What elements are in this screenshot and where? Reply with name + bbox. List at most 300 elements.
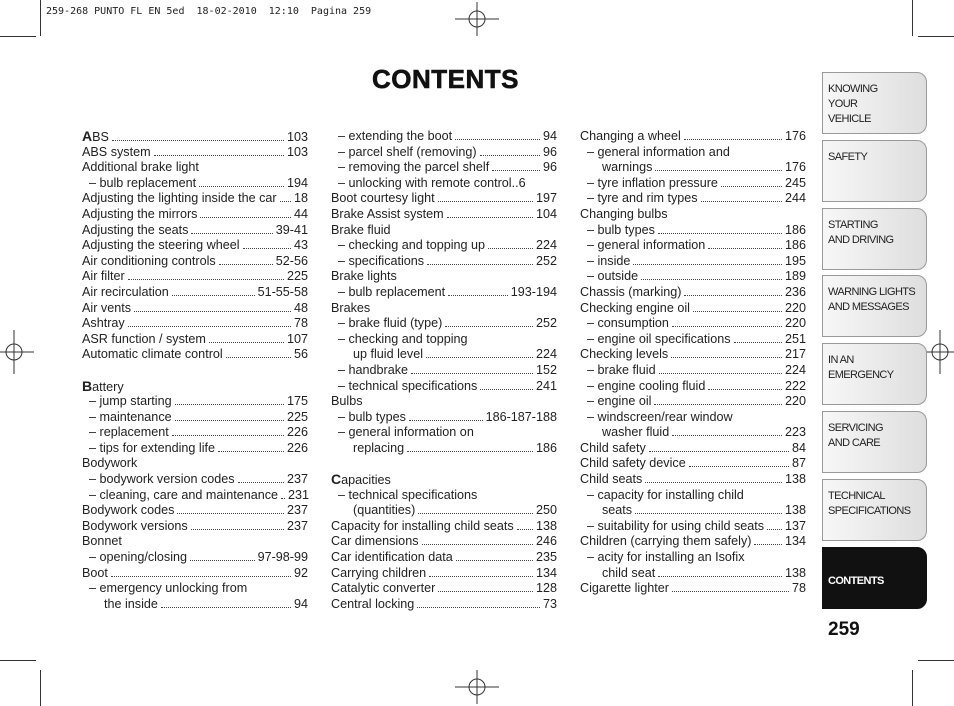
- dot-leader: [708, 379, 782, 390]
- index-entry-label: [331, 597, 414, 613]
- dot-leader: [219, 254, 273, 265]
- index-entry-page: 235: [535, 550, 557, 565]
- crop-mark: [0, 36, 36, 37]
- index-entry-text: – removing the parcel shelf: [338, 160, 490, 175]
- index-entry-text: Air conditioning controls: [82, 253, 216, 268]
- index-entry: [331, 332, 557, 348]
- index-entry-page: 224: [535, 238, 557, 253]
- section-spacer: [82, 363, 308, 379]
- index-entry: [580, 472, 806, 488]
- index-entry-page: 84: [791, 440, 806, 455]
- index-entry-page: 246: [535, 534, 557, 549]
- index-entry: [82, 488, 308, 504]
- dot-leader: [112, 130, 284, 141]
- index-entry: [331, 488, 557, 504]
- index-entry-text: Changing bulbs: [580, 206, 668, 221]
- index-entry: [580, 410, 806, 426]
- index-entry: [580, 332, 806, 348]
- index-entry: [580, 519, 806, 535]
- index-entry: [331, 285, 557, 301]
- index-entry-label: [338, 488, 477, 504]
- index-entry: [331, 597, 557, 613]
- index-entry-label: [331, 269, 397, 285]
- index-entry-label: [89, 425, 169, 441]
- dot-leader: [438, 581, 533, 592]
- section-tab-label: YOUR: [828, 98, 858, 110]
- index-entry-text: BS: [92, 130, 109, 144]
- dot-leader: [191, 223, 272, 234]
- dot-leader: [480, 379, 533, 390]
- index-entry: [580, 254, 806, 270]
- index-entry-text: Cigarette lighter: [580, 581, 669, 596]
- index-entry-label: [587, 269, 638, 285]
- section-tab-label: STARTING: [828, 218, 878, 231]
- index-entry-page: 186: [784, 222, 806, 237]
- index-entry-text: Additional brake light: [82, 160, 199, 175]
- index-entry-page: 197: [535, 191, 557, 206]
- index-entry-label: [82, 254, 216, 270]
- dot-leader: [200, 207, 291, 218]
- section-tab[interactable]: [822, 275, 927, 337]
- index-entry: [82, 550, 308, 566]
- index-entry-page: 224: [784, 362, 806, 377]
- index-entry-label: [587, 145, 730, 161]
- section-spacer: [331, 456, 557, 472]
- dot-leader: [671, 347, 782, 358]
- index-entry-text: washer fluid: [602, 425, 670, 440]
- index-entry-label: [338, 425, 474, 441]
- index-entry-label: [587, 410, 733, 426]
- index-entry-label: [82, 129, 109, 146]
- section-tab-label: AND CARE: [828, 437, 881, 449]
- index-entry-label: [338, 129, 452, 145]
- index-entry-label: [338, 254, 424, 270]
- dot-leader: [672, 581, 789, 592]
- index-entry-label: [338, 285, 445, 301]
- dot-leader: [154, 145, 284, 156]
- index-entry: [82, 332, 308, 348]
- index-entry-page: 48: [293, 300, 308, 315]
- index-entry-label: [338, 160, 489, 176]
- registration-mark-bottom: [455, 670, 499, 704]
- section-tab-label: WARNING LIGHTS: [828, 286, 916, 299]
- index-entry-text: – brake fluid: [587, 362, 656, 377]
- index-entry: [331, 207, 557, 223]
- index-entry: [580, 488, 806, 504]
- page-number: 259: [828, 619, 860, 640]
- dot-leader: [243, 238, 291, 249]
- crop-mark: [912, 0, 913, 36]
- index-entry-page: 176: [784, 160, 806, 175]
- index-entry-text: Adjusting the steering wheel: [82, 238, 240, 253]
- index-entry-label: [82, 534, 122, 550]
- index-entry: [580, 566, 806, 582]
- index-entry: [331, 160, 557, 176]
- index-entry: [331, 441, 557, 457]
- index-entry: [331, 363, 557, 379]
- index-entry-label: [353, 441, 404, 457]
- dot-leader: [721, 176, 782, 187]
- index-entry: [82, 176, 308, 192]
- dot-leader: [422, 534, 533, 545]
- index-entry: [82, 207, 308, 223]
- index-entry: [82, 519, 308, 535]
- index-entry-text: attery: [92, 379, 124, 394]
- index-entry-page: 186-187-188: [485, 409, 557, 424]
- index-entry-page: 193-194: [510, 284, 557, 299]
- index-entry-page: 96: [542, 144, 557, 159]
- index-entry-label: [353, 503, 415, 519]
- index-entry-label: [82, 207, 197, 223]
- index-entry-text: Child safety device: [580, 456, 686, 471]
- dot-leader: [128, 316, 291, 327]
- index-column-1: [82, 129, 308, 612]
- index-entry-label: [580, 301, 690, 317]
- index-entry: [82, 394, 308, 410]
- index-entry: [331, 534, 557, 550]
- dot-leader: [161, 597, 291, 608]
- index-entry-page: 73: [542, 596, 557, 611]
- index-entry-text: Brake lights: [331, 269, 397, 284]
- index-entry-text: Checking engine oil: [580, 300, 690, 315]
- index-entry-page: 52-56: [275, 253, 308, 268]
- index-entry-label: [338, 176, 526, 192]
- index-entry: [331, 129, 557, 145]
- dot-leader: [672, 425, 782, 436]
- index-entry: [580, 207, 806, 223]
- index-entry-page: 96: [542, 160, 557, 175]
- index-entry-label: [89, 472, 235, 488]
- dot-leader: [447, 207, 533, 218]
- index-entry-page: 236: [784, 284, 806, 299]
- dot-leader: [689, 456, 789, 467]
- index-entry: [331, 410, 557, 426]
- index-entry-text: Children (carrying them safely): [580, 534, 752, 549]
- section-tab-label: TECHNICAL: [828, 489, 885, 502]
- dot-leader: [438, 191, 533, 202]
- index-entry: [82, 441, 308, 457]
- index-entry: [331, 472, 557, 488]
- dot-leader: [649, 441, 789, 452]
- dot-leader: [488, 238, 533, 249]
- index-entry-text: Bodywork versions: [82, 518, 188, 533]
- index-entry-label: [338, 363, 408, 379]
- dot-leader: [199, 176, 284, 187]
- index-entry: [331, 566, 557, 582]
- index-entry-label: [331, 519, 514, 535]
- index-entry-page: 51-55-58: [257, 284, 308, 299]
- index-entry: [82, 160, 308, 176]
- index-entry-label: [82, 269, 125, 285]
- section-tab[interactable]: [822, 479, 927, 541]
- index-entry-page: 186: [535, 440, 557, 455]
- section-tab[interactable]: [822, 72, 927, 134]
- index-entry-label: [580, 472, 642, 488]
- dot-leader: [175, 394, 284, 405]
- index-entry-page: 244: [784, 191, 806, 206]
- dot-leader: [407, 441, 533, 452]
- index-entry-text: the inside: [104, 596, 158, 611]
- index-entry-page: 152: [535, 362, 557, 377]
- dot-leader: [172, 285, 255, 296]
- index-entry-page: 103: [286, 144, 308, 159]
- index-entry-text: Capacity for installing child seats: [331, 518, 514, 533]
- dot-leader: [480, 145, 540, 156]
- index-entry-text: – specifications: [338, 253, 425, 268]
- dot-leader: [426, 347, 533, 358]
- print-slug: 259-268 PUNTO FL EN 5ed 18-02-2010 12:10 Pagina 259: [46, 6, 372, 17]
- index-entry-text: – technical specifications: [338, 378, 478, 393]
- index-entry-page: 138: [784, 503, 806, 518]
- index-entry: [580, 269, 806, 285]
- index-entry-page: 252: [535, 316, 557, 331]
- index-entry-label: [331, 550, 453, 566]
- index-entry-label: [338, 332, 468, 348]
- index-entry-page: 252: [535, 253, 557, 268]
- index-entry-text: – brake fluid (type): [338, 316, 443, 331]
- index-entry: [331, 503, 557, 519]
- index-entry: [331, 223, 557, 239]
- index-entry: [580, 456, 806, 472]
- index-entry-text: – suitability for using child seats: [587, 518, 765, 533]
- index-entry-label: [580, 534, 751, 550]
- index-entry-text: – checking and topping up: [338, 238, 486, 253]
- dot-leader: [701, 191, 782, 202]
- index-entry-text: ABS system: [82, 144, 151, 159]
- crop-mark: [918, 660, 954, 661]
- index-entry: [331, 394, 557, 410]
- index-entry-text: Checking levels: [580, 347, 669, 362]
- index-entry-label: [82, 519, 188, 535]
- index-entry-label: [89, 488, 278, 504]
- index-entry-label: [82, 285, 169, 301]
- index-entry: [331, 269, 557, 285]
- section-tab[interactable]: [822, 547, 927, 609]
- index-entry-text: – tyre inflation pressure: [587, 175, 718, 190]
- index-entry-text: Automatic climate control: [82, 347, 223, 362]
- index-entry: [82, 238, 308, 254]
- index-entry-page: 138: [784, 472, 806, 487]
- index-entry-page: 18: [293, 191, 308, 206]
- dot-leader: [456, 550, 533, 561]
- section-tab[interactable]: [822, 411, 927, 473]
- index-entry-text: Car identification data: [331, 550, 453, 565]
- index-entry-label: [580, 347, 668, 363]
- index-entry-page: 222: [784, 378, 806, 393]
- index-entry-text: Bonnet: [82, 534, 122, 549]
- index-entry-label: [587, 238, 705, 254]
- index-entry-label: [331, 301, 370, 317]
- index-entry-text: – engine oil: [587, 394, 652, 409]
- index-entry-page: 226: [286, 425, 308, 440]
- crop-mark: [0, 660, 36, 661]
- index-entry-page: 237: [286, 518, 308, 533]
- index-entry-label: [331, 394, 363, 410]
- index-entry-text: – extending the boot: [338, 129, 453, 143]
- index-entry-page: 237: [286, 472, 308, 487]
- dot-leader: [693, 301, 782, 312]
- index-entry-page: 251: [784, 331, 806, 346]
- index-entry-label: [89, 550, 187, 566]
- page-title: CONTENTS: [372, 64, 519, 94]
- index-entry-page: 223: [784, 425, 806, 440]
- index-entry-text: – tips for extending life: [89, 440, 216, 455]
- section-tab[interactable]: [822, 140, 927, 202]
- index-entry-page: 225: [286, 409, 308, 424]
- index-entry: [580, 316, 806, 332]
- dot-leader: [645, 472, 782, 483]
- dot-leader: [641, 269, 782, 280]
- index-entry: [331, 347, 557, 363]
- index-entry-label: [587, 191, 698, 207]
- index-entry: [580, 238, 806, 254]
- index-entry-page: 245: [784, 175, 806, 190]
- index-entry-text: – general information: [587, 238, 706, 253]
- index-entry-label: [587, 394, 651, 410]
- index-entry-page: 224: [535, 347, 557, 362]
- index-entry-text: – unlocking with remote control..6: [338, 175, 526, 190]
- index-entry-page: 134: [535, 565, 557, 580]
- index-entry: [580, 394, 806, 410]
- dot-leader: [418, 503, 533, 514]
- index-entry: [82, 145, 308, 161]
- index-entry-label: [331, 534, 419, 550]
- index-entry-label: [353, 347, 423, 363]
- index-entry-label: [82, 191, 277, 207]
- index-entry: [580, 145, 806, 161]
- index-entry-text: Child seats: [580, 472, 643, 487]
- index-entry: [82, 597, 308, 613]
- dot-leader: [655, 160, 782, 171]
- index-entry-label: [331, 207, 444, 223]
- index-entry-text: Air filter: [82, 269, 125, 284]
- section-tab-label: SAFETY: [828, 150, 868, 163]
- index-entry: [580, 191, 806, 207]
- index-entry-label: [587, 488, 744, 504]
- index-entry-label: [82, 503, 174, 519]
- index-entry-text: – general information and: [587, 144, 730, 159]
- index-entry-text: – emergency unlocking from: [89, 581, 248, 596]
- dot-leader: [417, 597, 540, 608]
- dot-leader: [448, 285, 508, 296]
- index-entry-page: 56: [293, 347, 308, 362]
- index-entry-page: 175: [286, 394, 308, 409]
- index-entry-page: 176: [784, 129, 806, 143]
- index-entry: [580, 363, 806, 379]
- index-entry-page: 78: [791, 581, 806, 596]
- dot-leader: [684, 129, 782, 140]
- index-entry: [580, 441, 806, 457]
- index-entry-text: ASR function / system: [82, 331, 206, 346]
- section-tab-label: VEHICLE: [828, 113, 871, 125]
- index-entry-page: 39-41: [275, 222, 308, 237]
- index-entry-text: – jump starting: [89, 394, 172, 409]
- index-entry-text: – windscreen/rear window: [587, 409, 733, 424]
- index-entry: [331, 145, 557, 161]
- index-entry: [82, 129, 308, 145]
- index-entry-text: Car dimensions: [331, 534, 419, 549]
- index-entry-page: 104: [535, 206, 557, 221]
- index-entry-label: [331, 223, 391, 239]
- registration-mark-left: [0, 330, 34, 374]
- index-entry-text: – bodywork version codes: [89, 472, 235, 487]
- index-entry-text: – tyre and rim types: [587, 191, 698, 206]
- section-tab-label: AND MESSAGES: [828, 301, 909, 314]
- dot-leader: [658, 566, 782, 577]
- index-entry-label: [587, 332, 731, 348]
- index-entry-page: 237: [286, 503, 308, 518]
- dot-leader: [517, 519, 533, 530]
- index-entry-page: 250: [535, 503, 557, 518]
- index-entry-text: Bodywork: [82, 456, 138, 471]
- section-tab-label: KNOWING: [828, 83, 878, 95]
- section-initial: B: [82, 377, 93, 394]
- index-entry-text: Bodywork codes: [82, 503, 175, 518]
- index-entry-text: – replacement: [89, 425, 169, 440]
- dot-leader: [754, 534, 782, 545]
- index-entry: [331, 176, 557, 192]
- index-entry-text: – opening/closing: [89, 550, 188, 565]
- index-entry: [580, 425, 806, 441]
- index-entry: [331, 425, 557, 441]
- index-entry-page: 94: [542, 129, 557, 143]
- index-entry-text: – general information on: [338, 425, 474, 440]
- dot-leader: [111, 566, 291, 577]
- index-entry-page: 92: [293, 565, 308, 580]
- index-entry-label: [82, 566, 108, 582]
- index-entry-label: [82, 316, 125, 332]
- index-entry-label: [89, 410, 172, 426]
- index-entry-text: – outside: [587, 269, 639, 284]
- section-tab[interactable]: [822, 343, 927, 405]
- index-entry-text: – maintenance: [89, 409, 172, 424]
- index-entry-page: 137: [784, 518, 806, 533]
- index-entry-text: – bulb replacement: [338, 284, 446, 299]
- index-entry-page: 189: [784, 269, 806, 284]
- index-entry: [82, 316, 308, 332]
- dot-leader: [177, 503, 284, 514]
- index-entry-label: [602, 566, 655, 582]
- index-entry-page: 134: [784, 534, 806, 549]
- index-entry-text: Boot: [82, 565, 108, 580]
- index-entry-label: [587, 254, 630, 270]
- index-entry-text: Carrying children: [331, 565, 427, 580]
- index-entry-page: 87: [791, 456, 806, 471]
- index-entry: [82, 581, 308, 597]
- index-entry-page: 241: [535, 378, 557, 393]
- dot-leader: [633, 254, 782, 265]
- index-entry-text: (quantities): [353, 503, 416, 518]
- section-initial: C: [331, 471, 342, 488]
- section-tab[interactable]: [822, 208, 927, 270]
- index-entry-page: 220: [784, 316, 806, 331]
- index-entry: [82, 254, 308, 270]
- section-tab-label: CONTENTS: [828, 574, 884, 587]
- dot-leader: [172, 425, 284, 436]
- dot-leader: [658, 223, 782, 234]
- index-entry-text: Changing a wheel: [580, 129, 681, 143]
- index-entry-text: – parcel shelf (removing): [338, 144, 477, 159]
- index-entry-page: 107: [286, 331, 308, 346]
- dot-leader: [238, 472, 284, 483]
- index-entry-text: Central locking: [331, 596, 415, 611]
- index-entry: [82, 425, 308, 441]
- index-entry-label: [580, 456, 686, 472]
- index-entry: [82, 347, 308, 363]
- index-entry-label: [580, 285, 681, 301]
- dot-leader: [635, 503, 782, 514]
- dot-leader: [734, 332, 782, 343]
